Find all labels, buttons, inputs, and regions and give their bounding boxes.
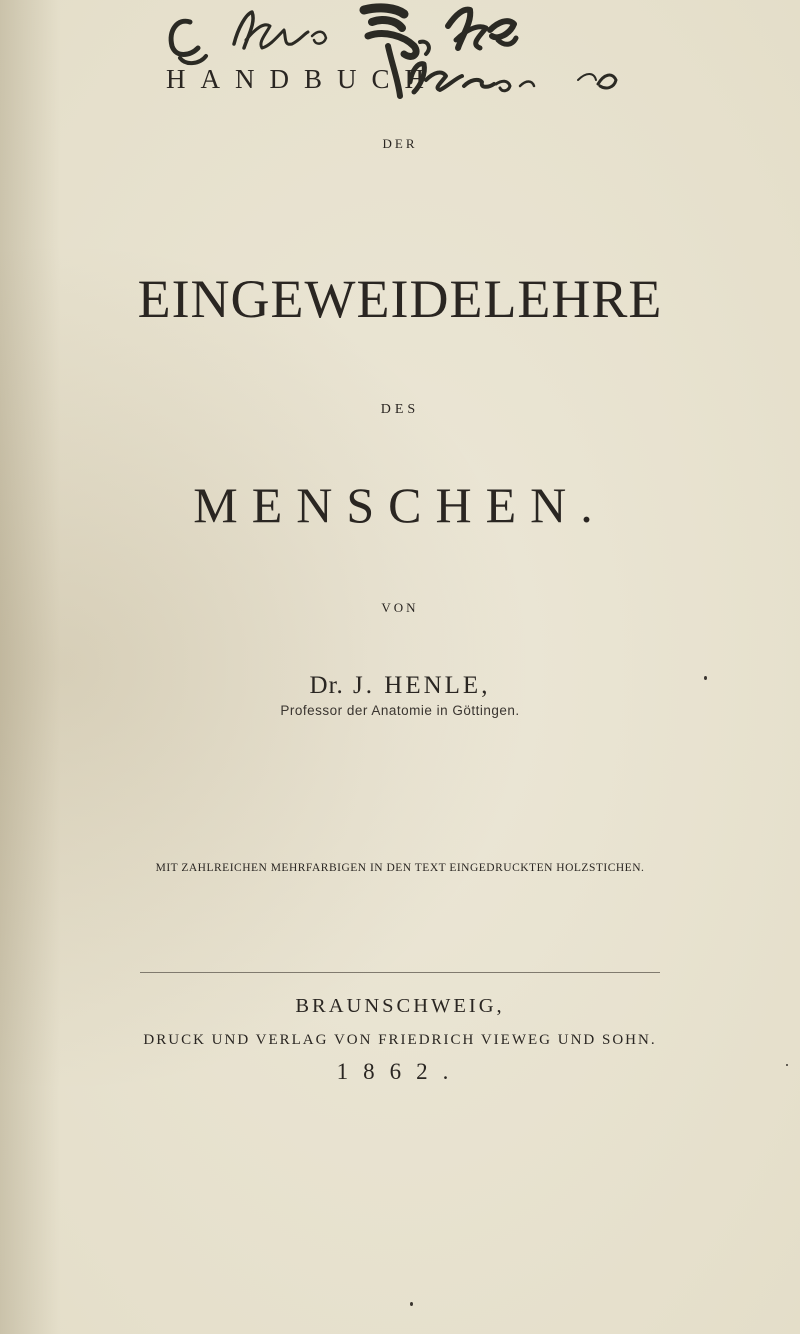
von-label: VON — [381, 600, 419, 615]
handwritten-inscription — [0, 0, 640, 150]
illustrations-note: MIT ZAHLREICHEN MEHRFARBIGEN IN DEN TEXT EINGEDRUCKTEN HOLZSTICHEN. — [155, 862, 645, 874]
author-line — [0, 672, 800, 700]
subject-title: MENSCHEN. — [193, 477, 607, 533]
author-name: J. HENLE, — [353, 672, 491, 699]
author-role: Professor der Anatomie in Göttingen. — [280, 703, 520, 718]
main-title: EINGEWEIDELEHRE — [137, 269, 663, 329]
author-prefix: Dr. — [309, 672, 344, 699]
des-label: DES — [380, 402, 420, 417]
binding-shadow — [0, 0, 60, 1334]
publisher-line: DRUCK UND VERLAG VON FRIEDRICH VIEWEG UND SOHN. — [143, 1032, 657, 1048]
publication-place: BRAUNSCHWEIG, — [295, 995, 505, 1017]
paper-speck — [410, 1302, 413, 1306]
publication-year: 1862. — [336, 1059, 464, 1084]
paper-speck — [786, 1064, 788, 1066]
handbuch-heading: HANDBUCH — [166, 64, 440, 94]
divider-rule — [140, 972, 660, 973]
der-label: DER — [382, 136, 418, 151]
paper-speck — [704, 676, 707, 680]
